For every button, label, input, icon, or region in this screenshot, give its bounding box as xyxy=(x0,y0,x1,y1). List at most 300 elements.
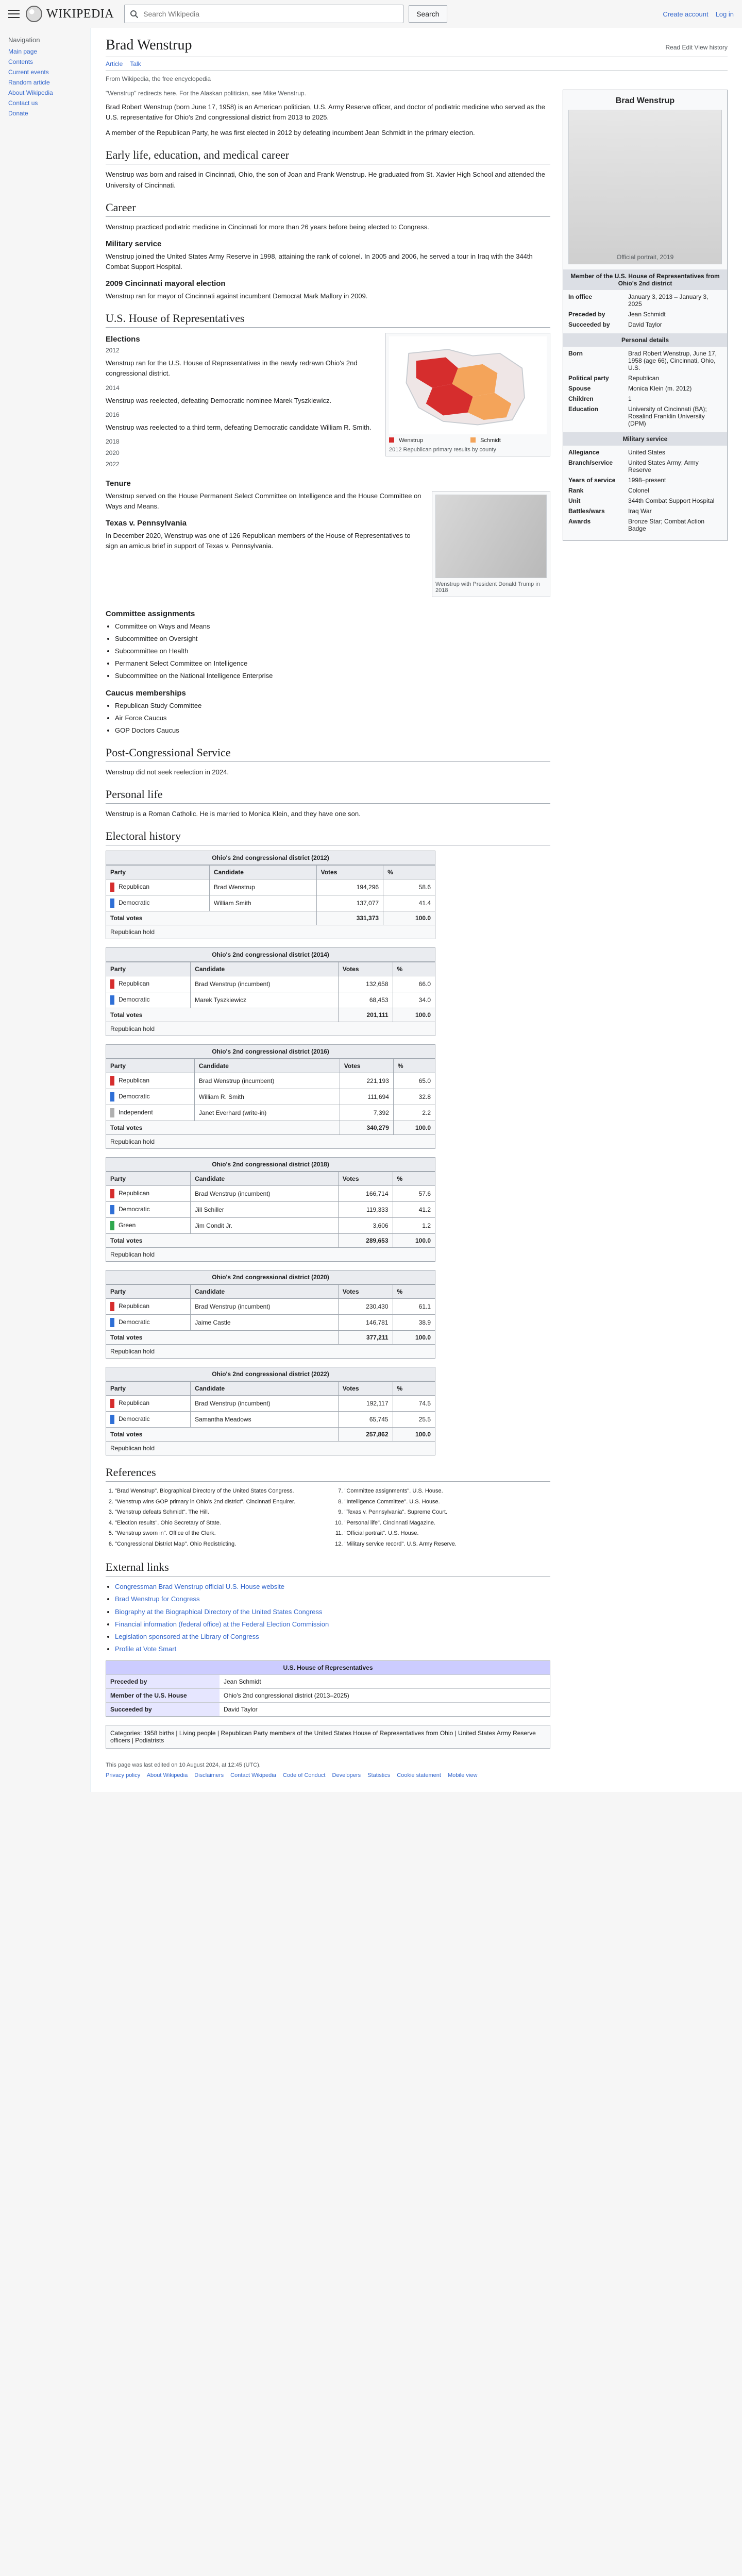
percent: 1.2 xyxy=(393,1218,435,1234)
lead-paragraph: Brad Robert Wenstrup (born June 17, 1958) is an American politician, U.S. Army Reserve officer, and doctor of podiatric medicine who served as the U.S. representative for Ohio's 2nd congressional district from 2013 to 2025. xyxy=(106,103,545,122)
table-row xyxy=(106,895,435,911)
elections-2020-heading: 2020 xyxy=(106,449,120,456)
infobox-title: Brad Wenstrup xyxy=(615,96,675,105)
section-title-house: U.S. House of Representatives xyxy=(106,312,550,328)
percent: 34.0 xyxy=(393,992,435,1008)
votes: 137,077 xyxy=(316,895,383,911)
election-caption: Ohio's 2nd congressional district (2018) xyxy=(106,1157,435,1172)
section-title-references: References xyxy=(106,1466,550,1482)
infobox-key: Children xyxy=(568,395,594,402)
tab-article[interactable]: Article xyxy=(106,60,123,67)
tenure-text: Wenstrup served on the House Permanent Select Committee on Intelligence and the House Committee on Ways and Means. xyxy=(106,492,421,510)
table-row xyxy=(106,1073,435,1089)
col-pct: % xyxy=(393,1382,435,1396)
external-link[interactable]: Profile at Vote Smart xyxy=(115,1645,177,1653)
infobox-role-band: Member of the U.S. House of Representatives from Ohio's 2nd district xyxy=(563,269,727,290)
early-life-text: Wenstrup was born and raised in Cincinnati, Ohio, the son of Joan and Frank Wenstrup. He graduated from St. Xavier High School and attended the University of Cincinnati. xyxy=(106,171,545,189)
wikipedia-logo[interactable] xyxy=(26,6,114,22)
infobox-key: Rank xyxy=(568,487,584,494)
percent: 57.6 xyxy=(393,1186,435,1202)
infobox-row xyxy=(568,487,722,494)
committee-item: • Committee on Ways and Means xyxy=(115,621,550,632)
percent: 74.5 xyxy=(393,1396,435,1412)
col-candidate: Candidate xyxy=(191,1285,339,1299)
col-pct: % xyxy=(393,1172,435,1186)
election-caption: Ohio's 2nd congressional district (2016) xyxy=(106,1044,435,1059)
categories: Categories: 1958 births | Living people | Republican Party members of the United States House of Representatives from Ohio | United States Army Reserve officers | Podiatrists xyxy=(106,1725,550,1749)
party-swatch xyxy=(110,1221,114,1230)
percent: 2.2 xyxy=(393,1105,435,1121)
infobox-row xyxy=(568,385,722,392)
total-label: Total votes xyxy=(106,1234,339,1248)
elections-2012-text: Wenstrup ran for the U.S. House of Representatives in the newly redrawn Ohio's 2nd congressional district. xyxy=(106,359,358,378)
reference-item: 12. "Military service record". U.S. Army Reserve. xyxy=(345,1540,551,1549)
infobox-value: 344th Combat Support Hospital xyxy=(628,497,715,504)
external-links-list xyxy=(115,1582,550,1654)
col-votes: Votes xyxy=(338,1382,393,1396)
navbox-label: Preceded by xyxy=(106,1675,220,1688)
committees-list xyxy=(115,621,550,682)
infobox-row xyxy=(568,497,722,504)
percent: 38.9 xyxy=(393,1315,435,1331)
caucus-item: • Air Force Caucus xyxy=(115,713,550,723)
user-links xyxy=(663,10,734,18)
legend-item-wenstrup xyxy=(389,437,465,444)
footer-link[interactable]: Code of Conduct xyxy=(282,1772,326,1779)
map-caption: 2012 Republican primary results by county xyxy=(389,447,496,453)
candidate: Samantha Meadows xyxy=(191,1412,339,1428)
total-percent: 100.0 xyxy=(393,1331,435,1345)
footer-link[interactable]: Cookie statement xyxy=(397,1772,441,1779)
percent: 58.6 xyxy=(383,879,435,895)
tab-talk[interactable]: Talk xyxy=(130,60,141,67)
col-votes: Votes xyxy=(316,866,383,879)
infobox-value: Monica Klein (m. 2012) xyxy=(628,385,692,392)
infobox-value: Bronze Star; Combat Action Badge xyxy=(628,518,705,532)
election-caption: Ohio's 2nd congressional district (2014) xyxy=(106,947,435,962)
committee-item: • Subcommittee on Oversight xyxy=(115,634,550,644)
external-link[interactable]: Financial information (federal office) at the Federal Election Commission xyxy=(115,1620,329,1628)
infobox-key: Education xyxy=(568,405,599,413)
infobox-row xyxy=(568,395,722,402)
infobox-value: Republican xyxy=(628,375,660,382)
photo-figure xyxy=(432,491,550,597)
content xyxy=(91,28,742,1792)
title-tools: Read Edit View history xyxy=(665,44,728,51)
percent: 61.1 xyxy=(393,1299,435,1315)
total-votes: 201,111 xyxy=(338,1008,393,1022)
caucus-list xyxy=(115,701,550,736)
reference-item: 5. "Wenstrup sworn in". Office of the Clerk. xyxy=(115,1529,321,1538)
section-title-external-links: External links xyxy=(106,1561,550,1577)
footer-link[interactable]: Mobile view xyxy=(447,1772,478,1779)
table-row xyxy=(106,1202,435,1218)
main-column xyxy=(106,90,550,1792)
party-swatch xyxy=(110,1189,114,1198)
texas-text: In December 2020, Wenstrup was one of 126 Republican members of the House of Representatives to sign an amicus brief in support of Texas v. Pennsylvania. xyxy=(106,532,411,550)
votes: 119,333 xyxy=(338,1202,393,1218)
party-name: Republican xyxy=(119,1190,150,1197)
navbox xyxy=(106,1660,550,1717)
footer-link[interactable]: Developers xyxy=(332,1772,361,1779)
party-name: Democratic xyxy=(119,996,150,1004)
party-swatch xyxy=(110,1108,114,1117)
infobox-key: Years of service xyxy=(568,477,616,484)
col-votes: Votes xyxy=(340,1059,393,1073)
mayoral-text: Wenstrup ran for mayor of Cincinnati against incumbent Democrat Mark Mallory in 2009. xyxy=(106,292,368,300)
navbox-head: U.S. House of Representatives xyxy=(106,1661,550,1674)
sidebar-heading: Navigation xyxy=(8,36,40,44)
external-link[interactable]: Biography at the Biographical Directory of the United States Congress xyxy=(115,1607,323,1616)
hold-label: Republican hold xyxy=(106,1135,435,1149)
hold-row xyxy=(106,1022,435,1036)
percent: 25.5 xyxy=(393,1412,435,1428)
col-candidate: Candidate xyxy=(191,962,339,976)
col-votes: Votes xyxy=(338,1285,393,1299)
hold-label: Republican hold xyxy=(106,1248,435,1262)
party-name: Independent xyxy=(119,1109,153,1116)
votes: 65,745 xyxy=(338,1412,393,1428)
candidate: Jill Schiller xyxy=(191,1202,339,1218)
photo-caption: Wenstrup with President Donald Trump in 2018 xyxy=(435,581,540,594)
tabs-spacer xyxy=(148,60,728,67)
infobox-key: Succeeded by xyxy=(568,321,610,328)
navbox-value: David Taylor xyxy=(224,1706,258,1714)
reference-item: 4. "Election results". Ohio Secretary of State. xyxy=(115,1519,321,1528)
sidebar xyxy=(0,28,91,1792)
navbox-value: Ohio's 2nd congressional district (2013–2025) xyxy=(224,1692,349,1700)
page xyxy=(0,28,742,1792)
percent: 66.0 xyxy=(393,976,435,992)
votes: 146,781 xyxy=(338,1315,393,1331)
primary-map-figure xyxy=(385,333,550,456)
party-name: Democratic xyxy=(119,1415,150,1423)
navbox-row xyxy=(106,1702,550,1716)
infobox-key: Spouse xyxy=(568,385,591,392)
total-votes: 257,862 xyxy=(338,1428,393,1442)
section-title-elections: Elections xyxy=(106,335,140,344)
external-link[interactable]: Congressman Brad Wenstrup official U.S. House website xyxy=(115,1583,285,1591)
hold-label: Republican hold xyxy=(106,1345,435,1359)
total-row xyxy=(106,1121,435,1135)
sidebar-item-contact[interactable]: Contact us xyxy=(8,99,38,107)
col-pct: % xyxy=(393,962,435,976)
elections-2022-heading: 2022 xyxy=(106,460,120,468)
reference-item: 9. "Texas v. Pennsylvania". Supreme Court. xyxy=(345,1508,551,1517)
party-name: Democratic xyxy=(119,1318,150,1326)
map-legend xyxy=(389,437,547,444)
total-label: Total votes xyxy=(106,911,317,925)
infobox-row xyxy=(568,350,722,371)
section-title-caucus: Caucus memberships xyxy=(106,688,186,698)
percent: 32.8 xyxy=(393,1089,435,1105)
total-row xyxy=(106,1008,435,1022)
total-label: Total votes xyxy=(106,1428,339,1442)
votes: 221,193 xyxy=(340,1073,393,1089)
election-table xyxy=(106,947,435,1036)
committee-item: • Subcommittee on Health xyxy=(115,646,550,656)
hold-label: Republican hold xyxy=(106,1022,435,1036)
top-bar xyxy=(0,0,742,28)
col-votes: Votes xyxy=(338,1172,393,1186)
col-party: Party xyxy=(106,1059,195,1073)
legend-swatch-schmidt xyxy=(470,437,476,443)
footer-link[interactable]: Privacy policy xyxy=(106,1772,141,1779)
infobox-image-caption: Official portrait, 2019 xyxy=(616,253,674,261)
infobox-personal-band: Personal details xyxy=(563,333,727,347)
table-row xyxy=(106,1218,435,1234)
candidate: Brad Wenstrup (incumbent) xyxy=(191,1186,339,1202)
infobox-key: Awards xyxy=(568,518,591,525)
total-row xyxy=(106,911,435,925)
infobox-value: 1998–present xyxy=(628,477,666,484)
sidebar-item-random-article[interactable]: Random article xyxy=(8,79,50,86)
candidate: Brad Wenstrup (incumbent) xyxy=(191,1396,339,1412)
infobox-value: United States Army; Army Reserve xyxy=(628,459,699,473)
sidebar-item-about[interactable]: About Wikipedia xyxy=(8,89,53,96)
personal-text: Wenstrup is a Roman Catholic. He is married to Monica Klein, and they have one son. xyxy=(106,810,361,818)
footer-links xyxy=(106,1772,550,1778)
candidate: William Smith xyxy=(209,895,316,911)
party-name: Democratic xyxy=(119,899,150,907)
votes: 68,453 xyxy=(338,992,393,1008)
elections-2016-text: Wenstrup was reelected to a third term, defeating Democratic candidate William R. Smith. xyxy=(106,423,372,431)
military-text: Wenstrup joined the United States Army Reserve in 1998, attaining the rank of colonel. In 2005 and 2006, he served a tour in Iraq with the 344th Combat Support Hospital. xyxy=(106,252,533,270)
col-votes: Votes xyxy=(338,962,393,976)
infobox-value: Colonel xyxy=(628,487,649,494)
section-title-tenure: Tenure xyxy=(106,479,131,488)
search-icon xyxy=(130,10,138,18)
infobox-key: Allegiance xyxy=(568,449,600,456)
search-box xyxy=(124,5,403,23)
election-caption: Ohio's 2nd congressional district (2022) xyxy=(106,1367,435,1381)
party-swatch xyxy=(110,883,114,892)
total-percent: 100.0 xyxy=(383,911,435,925)
infobox-value: University of Cincinnati (BA); Rosalind Franklin University (DPM) xyxy=(628,405,707,427)
election-caption: Ohio's 2nd congressional district (2012) xyxy=(106,851,435,865)
committee-item: • Subcommittee on the National Intelligence Enterprise xyxy=(115,671,550,681)
infobox-image xyxy=(568,110,722,264)
sidebar-item-contents[interactable]: Contents xyxy=(8,58,33,65)
career-text: Wenstrup practiced podiatric medicine in Cincinnati for more than 26 years before being elected to Congress. xyxy=(106,223,429,231)
infobox-row xyxy=(568,507,722,515)
infobox-row xyxy=(568,477,722,484)
hold-row xyxy=(106,1345,435,1359)
infobox-value: David Taylor xyxy=(628,321,662,328)
votes: 7,392 xyxy=(340,1105,393,1121)
section-title-personal: Personal life xyxy=(106,788,550,804)
section-title-electoral-history: Electoral history xyxy=(106,829,550,845)
col-pct: % xyxy=(383,866,435,879)
committee-item: • Permanent Select Committee on Intelligence xyxy=(115,658,550,669)
party-name: Republican xyxy=(119,883,150,891)
election-table xyxy=(106,1270,435,1359)
col-party: Party xyxy=(106,1172,191,1186)
infobox-row xyxy=(568,518,722,532)
percent: 41.4 xyxy=(383,895,435,911)
votes: 194,296 xyxy=(316,879,383,895)
infobox-key: In office xyxy=(568,293,593,300)
election-table xyxy=(106,1044,435,1149)
external-link[interactable]: Legislation sponsored at the Library of Congress xyxy=(115,1632,259,1640)
elections-2014-text: Wenstrup was reelected, defeating Democratic nominee Marek Tyszkiewicz. xyxy=(106,396,332,404)
total-percent: 100.0 xyxy=(393,1428,435,1442)
col-candidate: Candidate xyxy=(194,1059,340,1073)
total-votes: 340,279 xyxy=(340,1121,393,1135)
site-subtitle: From Wikipedia, the free encyclopedia xyxy=(106,75,211,82)
reference-item: 11. "Official portrait". U.S. House. xyxy=(345,1529,551,1538)
infobox-row xyxy=(568,375,722,382)
candidate: Brad Wenstrup (incumbent) xyxy=(194,1073,340,1089)
infobox-value: 1 xyxy=(628,395,632,402)
votes: 166,714 xyxy=(338,1186,393,1202)
party-swatch xyxy=(110,1076,114,1086)
total-row xyxy=(106,1331,435,1345)
page-title: Brad Wenstrup xyxy=(106,37,192,53)
reference-item: 1. "Brad Wenstrup". Biographical Directory of the United States Congress. xyxy=(115,1487,321,1496)
menu-icon[interactable] xyxy=(8,10,20,18)
caucus-item: • GOP Doctors Caucus xyxy=(115,725,550,736)
title-row xyxy=(106,37,728,57)
ohio-map xyxy=(389,336,547,434)
article-body xyxy=(106,90,728,1792)
navbox-label: Member of the U.S. House xyxy=(106,1689,220,1702)
party-swatch xyxy=(110,1092,114,1101)
total-label: Total votes xyxy=(106,1331,339,1345)
infobox-key: Preceded by xyxy=(568,311,605,318)
total-row xyxy=(106,1428,435,1442)
party-swatch xyxy=(110,1399,114,1408)
legend-label-schmidt: Schmidt xyxy=(480,437,501,444)
party-swatch xyxy=(110,979,114,989)
infobox-row xyxy=(568,449,722,456)
infobox-military-band: Military service xyxy=(563,432,727,446)
party-name: Republican xyxy=(119,1302,150,1310)
total-votes: 331,373 xyxy=(316,911,383,925)
search-button[interactable]: Search xyxy=(409,5,447,23)
footer-text: This page was last edited on 10 August 2024, at 12:45 (UTC). xyxy=(106,1762,261,1769)
party-swatch xyxy=(110,1205,114,1214)
candidate: Brad Wenstrup (incumbent) xyxy=(191,976,339,992)
party-swatch xyxy=(110,1415,114,1424)
table-row xyxy=(106,1412,435,1428)
col-pct: % xyxy=(393,1285,435,1299)
total-votes: 289,653 xyxy=(338,1234,393,1248)
infobox-value: United States xyxy=(628,449,666,456)
footer-link[interactable]: About Wikipedia xyxy=(146,1772,188,1779)
election-caption: Ohio's 2nd congressional district (2020) xyxy=(106,1270,435,1284)
navbox-value: Jean Schmidt xyxy=(224,1678,261,1686)
footer-link[interactable]: Contact Wikipedia xyxy=(230,1772,276,1779)
table-row xyxy=(106,1089,435,1105)
table-row xyxy=(106,1396,435,1412)
section-title-texas: Texas v. Pennsylvania xyxy=(106,519,187,528)
lead-paragraph: A member of the Republican Party, he was first elected in 2012 by defeating incumbent Jean Schmidt in the primary election. xyxy=(106,129,475,137)
section-title-early-life: Early life, education, and medical career xyxy=(106,148,550,164)
footer-link[interactable]: Disclaimers xyxy=(194,1772,224,1779)
lead-hatnote: "Wenstrup" redirects here. For the Alaskan politician, see Mike Wenstrup. xyxy=(106,90,306,97)
reference-item: 3. "Wenstrup defeats Schmidt". The Hill. xyxy=(115,1508,321,1517)
references xyxy=(106,1487,550,1550)
section-title-post: Post-Congressional Service xyxy=(106,746,550,762)
infobox-key: Battles/wars xyxy=(568,507,605,515)
infobox-key: Unit xyxy=(568,497,581,504)
infobox-key: Branch/service xyxy=(568,459,613,466)
sidebar-item-donate[interactable]: Donate xyxy=(8,110,28,117)
votes: 230,430 xyxy=(338,1299,393,1315)
login-link[interactable]: Log in xyxy=(715,10,734,18)
navbox-label: Succeeded by xyxy=(106,1703,220,1716)
party-swatch xyxy=(110,899,114,908)
section-title-mayoral: 2009 Cincinnati mayoral election xyxy=(106,279,226,289)
hold-row xyxy=(106,1135,435,1149)
total-percent: 100.0 xyxy=(393,1008,435,1022)
section-title-career: Career xyxy=(106,201,550,217)
party-swatch xyxy=(110,1318,114,1327)
total-label: Total votes xyxy=(106,1008,339,1022)
votes: 132,658 xyxy=(338,976,393,992)
col-party: Party xyxy=(106,1285,191,1299)
col-candidate: Candidate xyxy=(191,1172,339,1186)
candidate: Marek Tyszkiewicz xyxy=(191,992,339,1008)
infobox-row xyxy=(568,293,722,308)
infobox-value: Jean Schmidt xyxy=(628,311,666,318)
footer-link[interactable]: Statistics xyxy=(367,1772,391,1779)
table-row xyxy=(106,1186,435,1202)
sidebar-item-current-events[interactable]: Current events xyxy=(8,69,49,76)
elections-2014-heading: 2014 xyxy=(106,384,120,392)
search-input[interactable] xyxy=(142,9,398,19)
col-candidate: Candidate xyxy=(209,866,316,879)
votes: 3,606 xyxy=(338,1218,393,1234)
candidate: Jaime Castle xyxy=(191,1315,339,1331)
elections-2016-heading: 2016 xyxy=(106,411,120,418)
logo-text: WIKIPEDIA xyxy=(46,7,114,21)
infobox-key: Born xyxy=(568,350,583,357)
legend-swatch-wenstrup xyxy=(389,437,394,443)
total-row xyxy=(106,1234,435,1248)
table-row xyxy=(106,1105,435,1121)
navbox-row xyxy=(106,1688,550,1702)
navbox-row xyxy=(106,1674,550,1688)
hold-label: Republican hold xyxy=(106,1442,435,1455)
table-row xyxy=(106,992,435,1008)
infobox-value: Iraq War xyxy=(628,507,652,515)
party-name: Democratic xyxy=(119,1206,150,1213)
candidate: Janet Everhard (write-in) xyxy=(194,1105,340,1121)
infobox-value: January 3, 2013 – January 3, 2025 xyxy=(628,293,709,308)
external-link[interactable]: Brad Wenstrup for Congress xyxy=(115,1595,200,1603)
percent: 41.2 xyxy=(393,1202,435,1218)
section-title-military: Military service xyxy=(106,239,162,248)
sidebar-item-main-page[interactable]: Main page xyxy=(8,48,38,55)
party-name: Republican xyxy=(119,1399,150,1407)
votes: 111,694 xyxy=(340,1089,393,1105)
reference-item: 2. "Wenstrup wins GOP primary in Ohio's 2nd district". Cincinnati Enquirer. xyxy=(115,1498,321,1506)
party-swatch xyxy=(110,1302,114,1311)
infobox-row xyxy=(568,405,722,427)
election-table xyxy=(106,1157,435,1262)
table-row xyxy=(106,1315,435,1331)
globe-icon xyxy=(26,6,42,22)
create-account-link[interactable]: Create account xyxy=(663,10,709,18)
elections-2018-heading: 2018 xyxy=(106,437,120,445)
infobox xyxy=(563,90,728,541)
col-candidate: Candidate xyxy=(191,1382,339,1396)
election-table xyxy=(106,851,435,939)
post-text: Wenstrup did not seek reelection in 2024. xyxy=(106,768,229,776)
col-pct: % xyxy=(393,1059,435,1073)
